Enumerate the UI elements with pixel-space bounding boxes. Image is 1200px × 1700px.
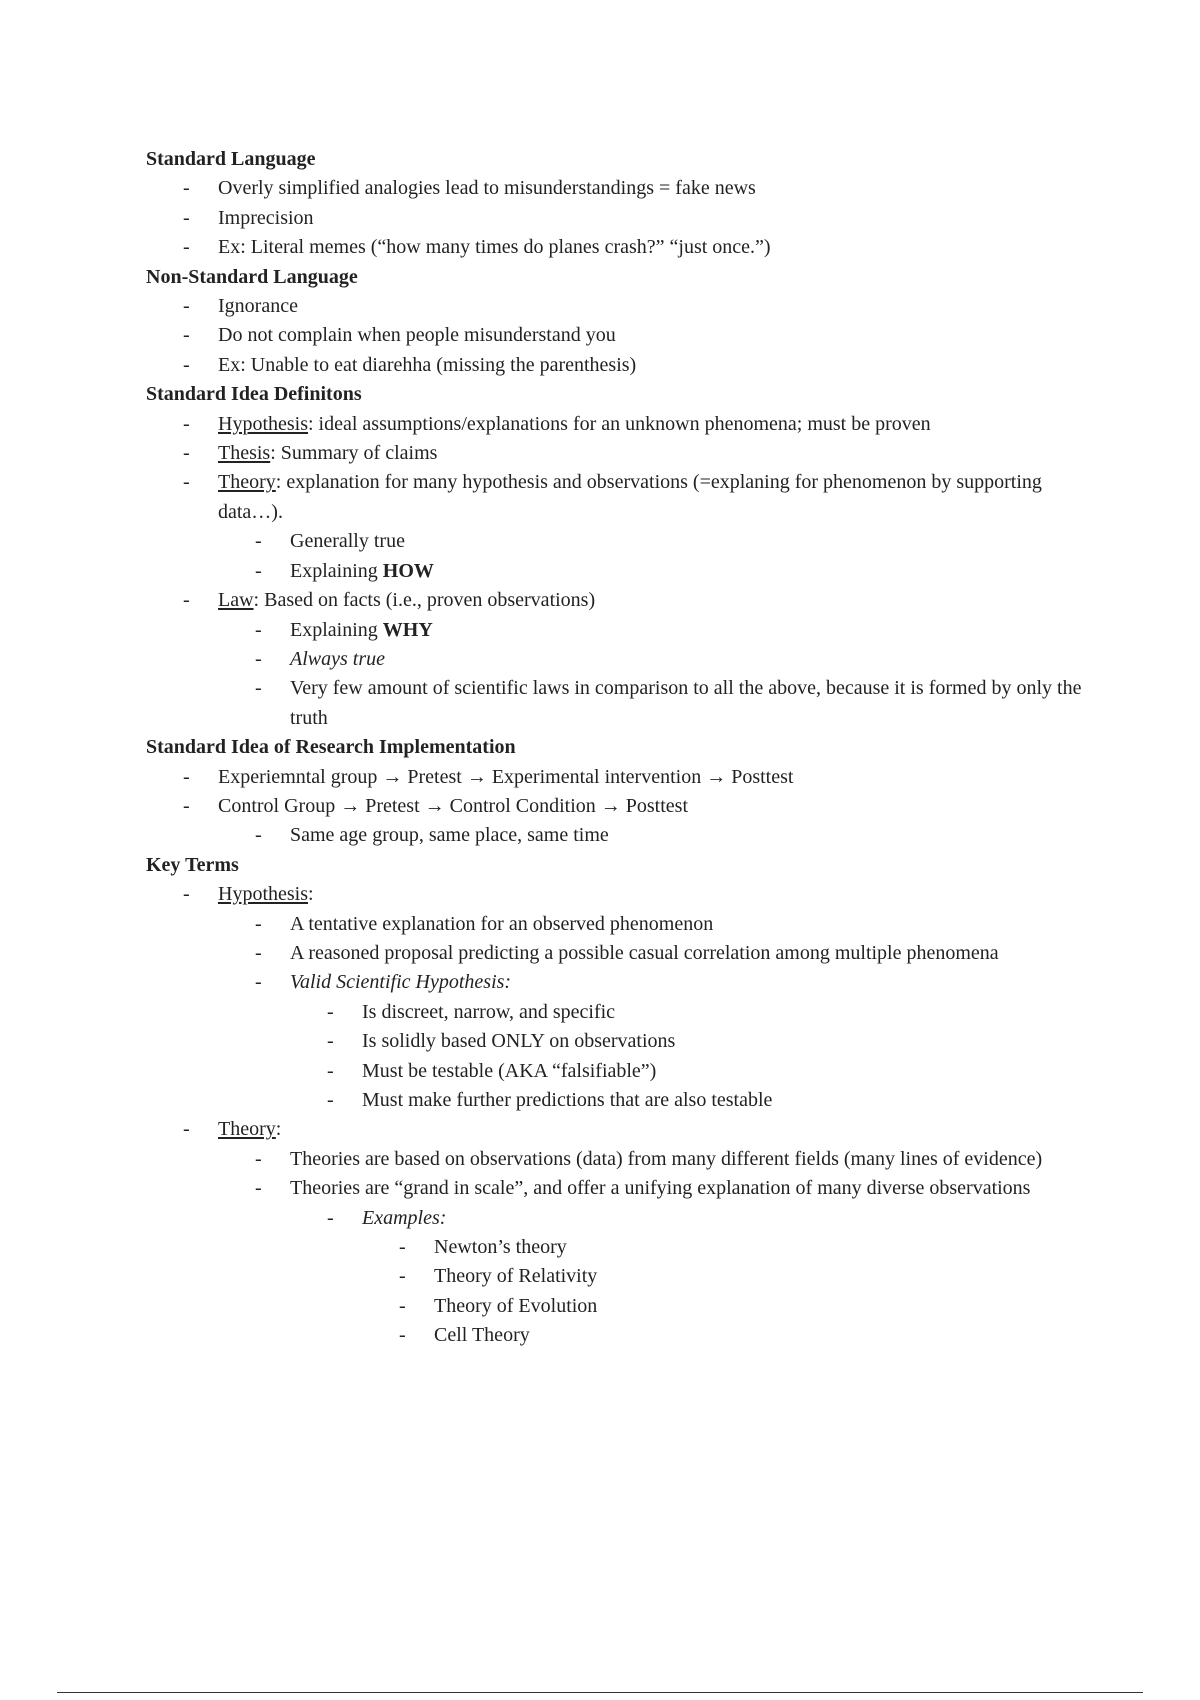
list-item-hypothesis: [146, 880, 1106, 1115]
list-item: - Experiemntal group → Pretest → Experimental intervention → Posttest: [146, 763, 1106, 792]
list-item: - Cell Theory: [362, 1321, 1106, 1350]
list-item: - Newton’s theory: [362, 1233, 1106, 1262]
list-item: [146, 792, 1106, 851]
list-item: - Same age group, same place, same time: [218, 821, 1106, 850]
list-item: [218, 557, 1106, 586]
section-heading: Standard Language: [146, 148, 316, 170]
bullet-list: [146, 410, 1106, 733]
term-label: Law: [218, 589, 254, 612]
list-item: - Imprecision: [146, 204, 1106, 233]
list-item: [218, 1174, 1106, 1350]
list-item-thesis: [146, 439, 1106, 468]
term-label: Theory: [218, 471, 276, 494]
list-item: - Do not complain when people misunderstand you: [146, 321, 1106, 350]
sub-list: [218, 821, 1106, 850]
sub-list: [290, 1204, 1106, 1351]
sub-list: [218, 1145, 1106, 1351]
bullet-list: [146, 174, 1106, 262]
italic-label: Examples:: [362, 1206, 447, 1229]
term-label: Hypothesis: [218, 883, 308, 906]
list-item: - Theories are based on observations (data) from many different fields (many lines of evidence): [218, 1145, 1106, 1174]
bullet-list: [146, 763, 1106, 851]
sub-list: [218, 527, 1106, 586]
text-span: Theories are “grand in scale”, and offer a unifying explanation of many diverse observations: [290, 1177, 1031, 1200]
term-definition: : Based on facts (i.e., proven observations): [253, 589, 596, 612]
list-item: - Is solidly based ONLY on observations: [290, 1027, 1106, 1056]
list-item-law: [146, 586, 1106, 733]
list-item: - Must be testable (AKA “falsifiable”): [290, 1057, 1106, 1086]
sub-list: [218, 910, 1106, 1116]
term-definition: : ideal assumptions/explanations for an unknown phenomena; must be proven: [308, 412, 931, 435]
emphasis: HOW: [382, 559, 434, 582]
list-item: - Theory of Relativity: [362, 1262, 1106, 1291]
list-item: - Must make further predictions that are also testable: [290, 1086, 1106, 1115]
bullet-list: [146, 292, 1106, 380]
sub-list: [290, 998, 1106, 1116]
section-heading: Standard Idea Definitons: [146, 383, 362, 406]
list-item: - Very few amount of scientific laws in comparison to all the above, because it is formed by only the truth: [218, 674, 1106, 733]
list-item: - A tentative explanation for an observed phenomenon: [218, 910, 1106, 939]
section-heading: Standard Idea of Research Implementation: [146, 736, 516, 759]
text-span: Explaining: [290, 559, 383, 582]
list-item: - Ex: Literal memes (“how many times do planes crash?” “just once.”): [146, 233, 1106, 262]
text-span: :: [275, 1118, 282, 1141]
term-definition: : explanation for many hypothesis and observations (=explaning for phenomenon by supporting data…).: [218, 471, 1042, 523]
sub-list: [218, 616, 1106, 734]
text-span: Explaining: [290, 618, 383, 641]
text-span: :: [308, 883, 314, 906]
term-label: Theory: [218, 1118, 276, 1141]
list-item: [290, 1204, 1106, 1351]
bullet-list: [146, 880, 1106, 1351]
list-item: [218, 968, 1106, 1115]
list-item: - Always true: [218, 645, 1106, 674]
term-label: Hypothesis: [218, 412, 308, 435]
emphasis: WHY: [382, 618, 433, 641]
list-item: [218, 616, 1106, 645]
list-item: - Theory of Evolution: [362, 1292, 1106, 1321]
section-heading: Key Terms: [146, 853, 239, 876]
list-item-theory: [146, 1115, 1106, 1350]
term-definition: : Summary of claims: [270, 442, 438, 465]
list-item: - A reasoned proposal predicting a possible casual correlation among multiple phenomena: [218, 939, 1106, 968]
list-item-hypothesis: [146, 410, 1106, 439]
list-item-theory: [146, 468, 1106, 586]
list-item: - Overly simplified analogies lead to misunderstandings = fake news: [146, 174, 1106, 203]
notes-page: [146, 145, 1106, 1351]
italic-label: Valid Scientific Hypothesis:: [290, 971, 512, 994]
term-label: Thesis: [218, 442, 271, 465]
text-span: Control Group → Pretest → Control Condition → Posttest: [218, 794, 689, 817]
list-item: - Is discreet, narrow, and specific: [290, 998, 1106, 1027]
sub-list: [362, 1233, 1106, 1351]
list-item: - Generally true: [218, 527, 1106, 556]
footer-rule: [57, 1692, 1143, 1693]
list-item: - Ex: Unable to eat diarehha (missing the parenthesis): [146, 351, 1106, 380]
section-heading: Non-Standard Language: [146, 265, 358, 288]
list-item: - Ignorance: [146, 292, 1106, 321]
